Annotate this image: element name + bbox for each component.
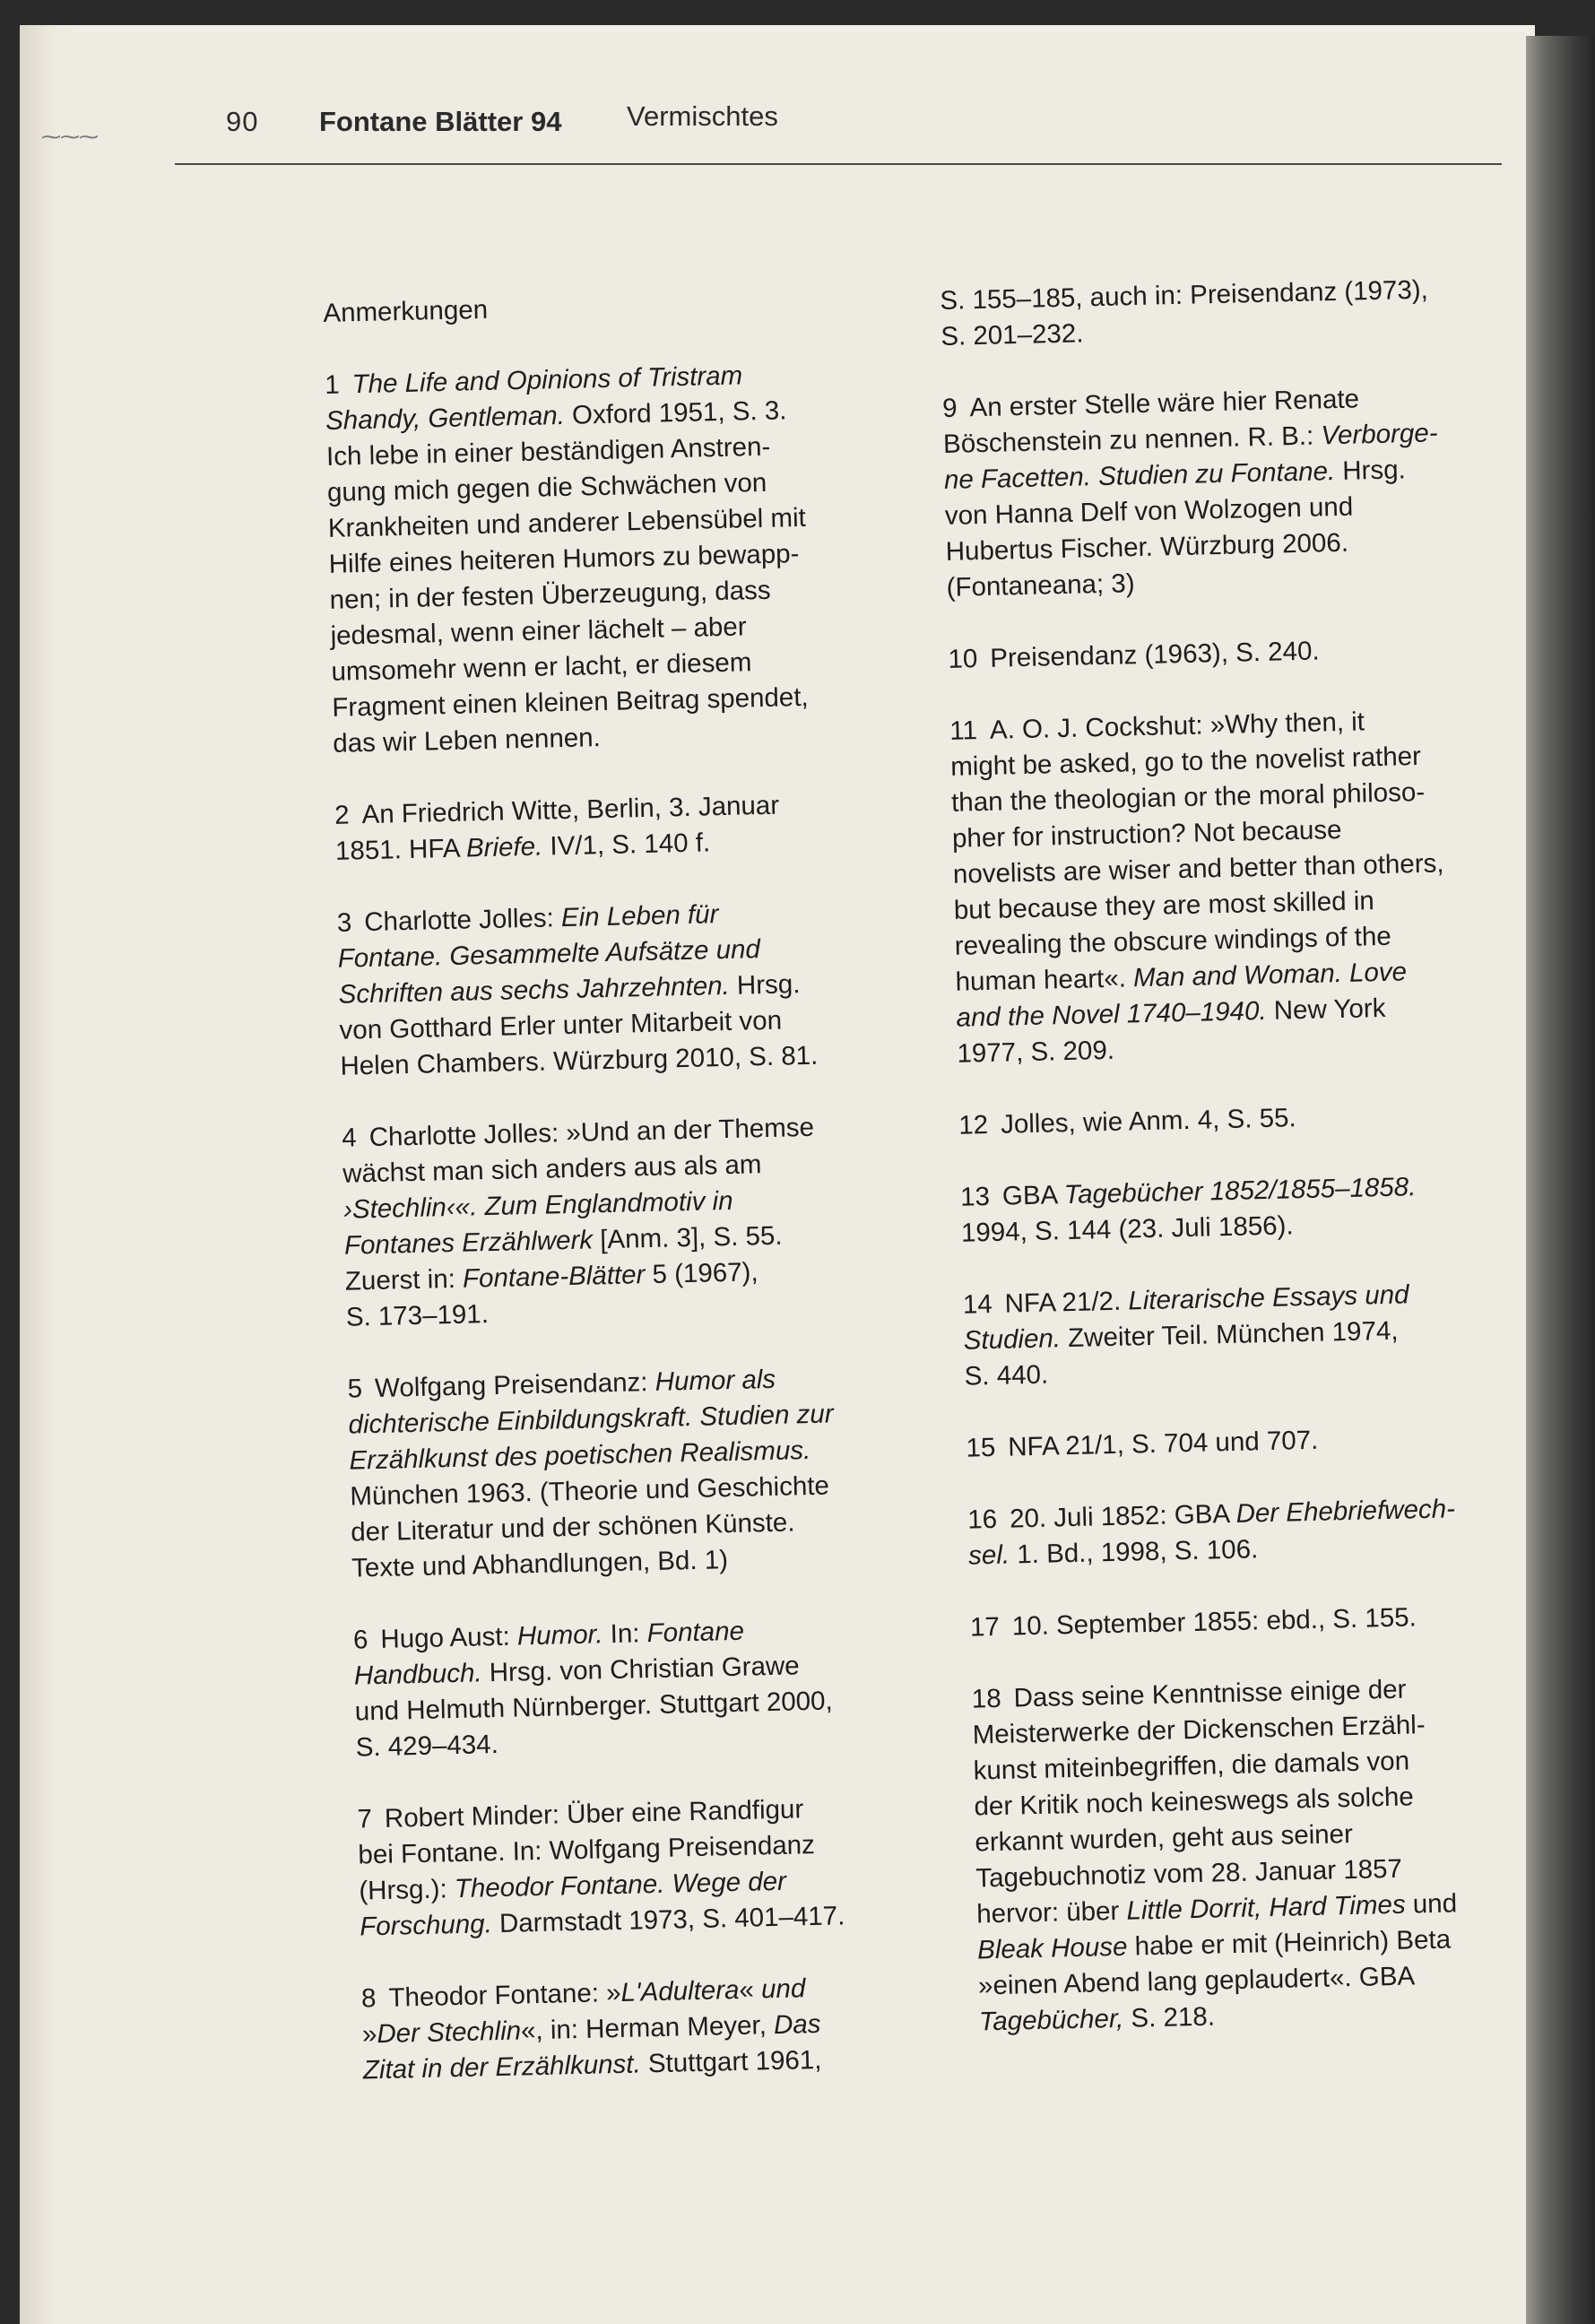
footnote-text: München 1963. (Theorie und Geschichte [350, 1470, 830, 1512]
footnote-text: «, in: Herman Meyer, [520, 2010, 775, 2046]
footnote-text: 5 (1967), [644, 1257, 758, 1290]
notes-column-left [323, 282, 938, 2124]
footnote [971, 1669, 1553, 2040]
footnote-text: der Literatur und der schönen Künste. [350, 1507, 795, 1548]
footnote-text: der Kritik noch keineswegs als solche [974, 1782, 1415, 1822]
footnote-number: 15 [966, 1432, 996, 1463]
footnote-title-text: Forschung. [359, 1909, 493, 1942]
footnote-text: (Fontaneana; 3) [946, 568, 1135, 603]
footnote-text: novelists are wiser and better than others, [952, 848, 1444, 889]
footnote-number: 14 [962, 1288, 993, 1320]
footnote-text: habe er mit (Heinrich) Beta [1127, 1924, 1452, 1962]
footnote-text: Böschenstein zu nennen. R. B.: [942, 421, 1322, 459]
footnote-text: und Helmuth Nürnberger. Stuttgart 2000, [354, 1686, 834, 1727]
footnote-text: umsomehr wenn er lacht, er diesem [331, 647, 752, 687]
footnote-text: das wir Leben nennen. [332, 723, 602, 759]
footnote-text: 20. Juli 1852: GBA [1009, 1498, 1236, 1534]
footnote-title-text: Theodor Fontane. Wege der [454, 1866, 787, 1904]
footnote-title-text: Der Ehebriefwech- [1235, 1494, 1456, 1529]
footnote-title-text: Handbuch. [353, 1658, 482, 1691]
footnote-title-text: Schriften aus sechs Jahrzehnten. [338, 970, 731, 1010]
footnote-line [958, 1095, 1533, 1144]
footnote-text: but because they are most skilled in [953, 886, 1375, 925]
footnote-number: 11 [949, 715, 978, 746]
footnote-text: (Hrsg.): [358, 1874, 455, 1906]
left-notes-list [325, 354, 937, 2088]
footnote-text: S. 155–185, auch in: Preisendanz (1973), [940, 274, 1429, 316]
footnote-title-text: sel. [967, 1539, 1010, 1571]
footnote-title-text: Humor. [516, 1619, 603, 1652]
footnote-number: 18 [971, 1683, 1002, 1714]
footnote [940, 270, 1515, 354]
footnote-text: Fragment einen kleinen Beitrag spendet, [332, 681, 810, 723]
footnote [347, 1358, 925, 1586]
footnote-text: Tagebuchnotiz vom 28. Januar 1857 [975, 1853, 1403, 1894]
footnote-number: 3 [336, 907, 352, 938]
footnote-title-text: ›Stechlin‹«. Zum Englandmotiv in [342, 1185, 733, 1225]
footnote-number: 2 [334, 800, 350, 830]
footnote-text: human heart«. [955, 963, 1134, 997]
footnote-text: Wolfgang Preisendanz: [374, 1366, 656, 1403]
footnote-title-text: Erzählkunst des poetischen Realismus. [349, 1435, 811, 1476]
footnote-title-text: Fontane [646, 1616, 745, 1649]
footnote-title-text: Shandy, Gentleman. [325, 400, 566, 436]
footnote [966, 1418, 1540, 1467]
journal-title: Fontane Blätter 94 [319, 106, 562, 137]
footnote-text: Darmstadt 1973, S. 401–417. [491, 1901, 845, 1939]
footnote-text: S. 173–191. [345, 1299, 490, 1332]
footnote [970, 1597, 1545, 1646]
footnote-title-text: und [760, 1973, 806, 2005]
footnote-text: than the theologian or the moral philoso- [950, 776, 1426, 818]
footnote-title-text: Tagebücher, [978, 2003, 1124, 2037]
footnote [325, 354, 907, 761]
footnote-text: und [1405, 1888, 1458, 1920]
footnote-text: von Gotthard Erler unter Mitarbeit von [339, 1005, 783, 1045]
footnote-text: Ich lebe in einer beständigen Anstren- [325, 431, 771, 472]
footnote [336, 892, 914, 1084]
footnote-title-text: dichterische Einbildungskraft. Studien zur [348, 1399, 834, 1440]
footnote-text: GBA [1001, 1180, 1065, 1211]
footnote-text: gung mich gegen die Schwächen von [326, 467, 767, 507]
footnote-title-text: L'Adultera [620, 1974, 740, 2007]
footnote [334, 785, 910, 869]
footnote-text: von Hanna Delf von Wolzogen und [944, 491, 1354, 531]
footnote-text: might be asked, go to the novelist rather [949, 741, 1422, 782]
footnote-number: 17 [969, 1611, 1001, 1643]
footnote-number: 5 [347, 1374, 363, 1404]
footnote-text: »einen Abend lang geplaudert«. GBA [977, 1961, 1416, 2001]
footnote [357, 1789, 933, 1945]
footnote-title-text: Briefe. [465, 831, 543, 863]
footnote-title-text: Zitat in der Erzählkunst. [362, 2049, 642, 2086]
footnote-number: 6 [352, 1625, 368, 1655]
footnote-title-text: Studien. [963, 1323, 1062, 1356]
footnote-text: Krankheiten und anderer Lebensübel mit [327, 502, 807, 543]
footnote-number: 12 [958, 1110, 989, 1140]
footnote-line [970, 1597, 1545, 1646]
footnote-text: Preisendanz (1963), S. 240. [989, 636, 1320, 673]
margin-mark: ⁓⁓⁓ [41, 126, 98, 148]
footnote [967, 1489, 1543, 1574]
footnote-title-text: and the Novel 1740–1940. [956, 995, 1267, 1033]
footnote-text: In: [602, 1618, 648, 1650]
footnote-text: » [361, 2019, 377, 2050]
footnote [942, 377, 1521, 605]
footnote [342, 1107, 920, 1335]
footnote-number: 1 [324, 369, 341, 400]
footnote-text: New York [1266, 993, 1386, 1026]
footnote-title-text: Man and Woman. Love [1132, 957, 1408, 993]
footnote-text: Charlotte Jolles: »Und an der Themse [368, 1112, 815, 1153]
footnote-text: S. 218. [1123, 2001, 1216, 2034]
footnote-title-text: Fontane-Blätter [462, 1260, 646, 1294]
footnote-text: Hubertus Fischer. Würzburg 2006. [945, 527, 1349, 567]
footnote-text: Hrsg. [729, 969, 801, 1001]
footnote-number: 4 [341, 1123, 358, 1153]
footnote-text: Zuerst in: [344, 1263, 464, 1296]
footnote-text: jedesmal, wenn einer lächelt – aber [330, 611, 747, 651]
header-rule [175, 163, 1502, 165]
footnote-line [948, 629, 1522, 678]
footnote-text: NFA 21/2. [1004, 1286, 1129, 1319]
footnote [353, 1609, 930, 1765]
footnote-text: A. O. J. Cockshut: »Why then, it [989, 707, 1365, 745]
footnote-title-text: Fontane. Gesammelte Aufsätze und [337, 934, 761, 974]
notes-heading: Anmerkungen [323, 294, 489, 328]
footnote-title-text: Das [773, 2008, 821, 2041]
footnote-text: S. 201–232. [940, 318, 1084, 351]
footnote-number: 8 [360, 1983, 377, 2014]
footnote-text: An Friedrich Witte, Berlin, 3. Januar [361, 790, 780, 830]
footnote-text: Stuttgart 1961, [640, 2044, 822, 2079]
footnote-title-text: Tagebücher 1852/1855–1858. [1063, 1172, 1417, 1210]
footnote-text: pher for instruction? Not because [951, 814, 1342, 854]
footnote [948, 629, 1522, 678]
footnote-number: 10 [948, 644, 978, 674]
footnote-text: Zweiter Teil. München 1974, [1060, 1315, 1399, 1354]
footnote-text: revealing the obscure windings of the [954, 921, 1392, 961]
footnote-title-text: Verborge- [1321, 418, 1438, 451]
footnote-number: 7 [357, 1804, 373, 1834]
footnote-title-text: Ein Leben für [560, 899, 719, 933]
footnote-text: « [739, 1974, 762, 2005]
footnote-title-text: Little Dorrit, Hard Times [1126, 1889, 1406, 1926]
right-notes-list [940, 270, 1553, 2040]
footnote-text: bei Fontane. In: Wolfgang Preisendanz [358, 1829, 816, 1870]
footnote-text: S. 440. [964, 1359, 1049, 1392]
footnote-text: kunst miteinbegriffen, die damals von [973, 1746, 1410, 1786]
footnote-text: 1994, S. 144 (23. Juli 1856). [960, 1210, 1294, 1248]
footnote-text: Dass seine Kenntnisse einige der [1013, 1674, 1407, 1713]
footnote-text: Theodor Fontane: » [388, 1977, 621, 2013]
footnote-text: Robert Minder: Über eine Randfigur [384, 1794, 804, 1834]
notes-column-right [940, 270, 1554, 2076]
footnote-text: 1. Bd., 1998, S. 106. [1009, 1534, 1259, 1570]
footnote-number: 9 [941, 393, 958, 423]
footnote-text: 1851. HFA [334, 833, 467, 866]
footnote-number: 16 [967, 1504, 998, 1535]
footnote-text: Oxford 1951, S. 3. [564, 395, 787, 430]
footnote-text: 10. September 1855: ebd., S. 155. [1011, 1602, 1417, 1642]
footnote-title-text: Literarische Essays und [1128, 1279, 1409, 1316]
footnote [962, 1274, 1539, 1394]
footnote-title-text: Fontanes Erzählwerk [343, 1225, 594, 1261]
footnote-text: nen; in der festen Überzeugung, dass [329, 575, 771, 615]
footnote-text: 1977, S. 209. [957, 1035, 1115, 1069]
footnote-text: Hrsg. [1334, 455, 1407, 487]
footnote [958, 1095, 1533, 1144]
footnote-line [966, 1418, 1540, 1467]
footnote-text: wächst man sich anders aus als am [342, 1149, 762, 1189]
footnote-text: NFA 21/1, S. 704 und 707. [1007, 1425, 1319, 1462]
footnote-text: S. 429–434. [355, 1729, 499, 1763]
footnote-text: Charlotte Jolles: [363, 903, 562, 938]
footnote-title-text: ne Facetten. Studien zu Fontane. [943, 456, 1336, 495]
footnote-title-text: Bleak House [976, 1931, 1128, 1965]
footnote-number: 13 [959, 1181, 991, 1212]
footnote-text: erkannt wurden, geht aus seiner [975, 1818, 1354, 1858]
section-title: Vermischtes [627, 100, 778, 132]
footnote-text: Texte und Abhandlungen, Bd. 1) [351, 1545, 729, 1583]
footnote-title-text: Der Stechlin [377, 2016, 522, 2050]
page-number: 90 [226, 106, 259, 137]
footnote [361, 1968, 938, 2088]
footnote [960, 1166, 1536, 1251]
running-header [226, 95, 1481, 149]
footnote-text: Meisterwerke der Dickenschen Erzähl- [972, 1710, 1426, 1750]
footnote-text: [Anm. 3], S. 55. [592, 1220, 783, 1255]
footnote-text: IV/1, S. 140 f. [542, 828, 711, 862]
footnote [949, 700, 1531, 1071]
footnote-title-text: The Life and Opinions of Tristram [351, 360, 743, 400]
footnote-text: Jolles, wie Anm. 4, S. 55. [1000, 1103, 1296, 1140]
footnote-text: Hrsg. von Christian Grawe [481, 1651, 801, 1688]
footnote-text: hervor: über [975, 1895, 1127, 1929]
footnote-text: Hilfe eines heiteren Humors zu bewapp- [328, 539, 800, 579]
footnote-text: Helen Chambers. Würzburg 2010, S. 81. [340, 1040, 819, 1081]
footnote-text: An erster Stelle wäre hier Renate [969, 384, 1360, 423]
footnote-title-text: Humor als [654, 1364, 776, 1397]
footnote-text: Hugo Aust: [380, 1621, 518, 1654]
